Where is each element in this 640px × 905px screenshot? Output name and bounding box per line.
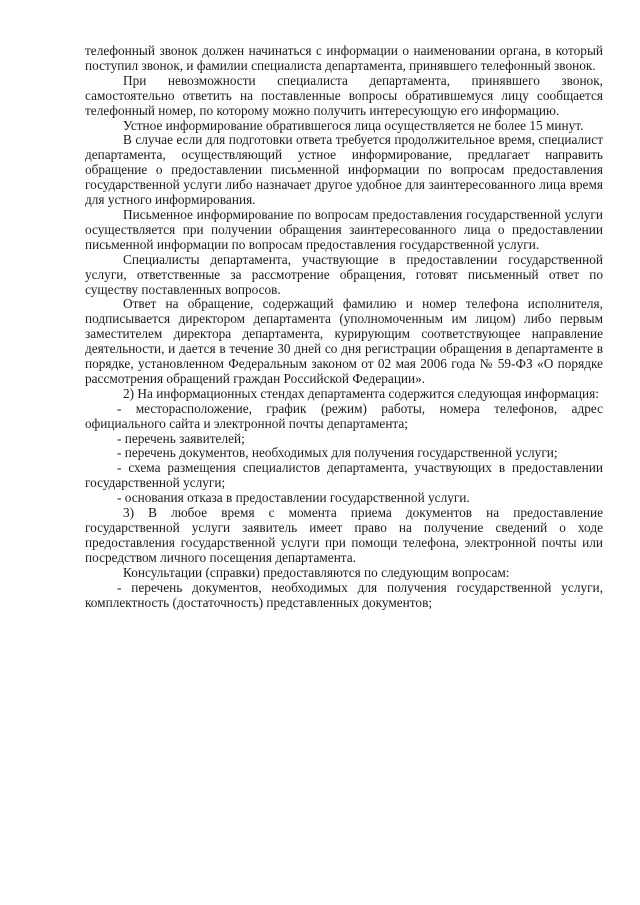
paragraph-answer-signing: Ответ на обращение, содержащий фамилию и номер телефона исполнителя, подписывается директором департамента (уполномоченным им лицом) либо первым заместителем директора департамента, курирующим соответствующее направление деятельности, и дается в течение 30 дней со дня регистрации обращения в департаменте в порядке, установленном Федеральным законом от 02 мая 2006 года № 59-ФЗ «О порядке рассмотрения обращений граждан Российской Федерации». [85,296,603,386]
paragraph-progress-info: 3) В любое время с момента приема документов на предоставление государственной услуги заявитель имеет право на получение сведений о ходе предоставления государственной услуги при помощи телефона, электронной почты или посредством личного посещения департамента. [85,505,603,565]
paragraph-consultations: Консультации (справки) предоставляются по следующим вопросам: [123,564,510,580]
list-item-refusal-grounds: - основания отказа в предоставлении государственной услуги. [117,490,470,506]
paragraph-info-stands: 2) На информационных стендах департамента содержится следующая информация: [123,385,599,401]
document-body [85,44,603,610]
paragraph-long-preparation: В случае если для подготовки ответа требуется продолжительное время, специалист департамента, осуществляющий устное информирование, предлагает направить обращение о предоставлении письменной информации по вопросам предоставления государственной услуги либо назначает другое удобное для заинтересованного лица время для устного информирования. [85,132,603,208]
list-item-required-documents: - перечень документов, необходимых для получения государственной услуги; [117,445,558,461]
list-item-specialists-layout: - схема размещения специалистов департамента, участвующих в предоставлении государственной услуги; [85,460,603,491]
paragraph-written-informing: Письменное информирование по вопросам предоставления государственной услуги осуществляется при получении обращения заинтересованного лица о предоставлении письменной информации по вопросам предоставления государственной услуги. [85,206,603,252]
list-item-location-schedule: - месторасположение, график (режим) работы, номера телефонов, адрес официального сайта и электронной почты департамента; [85,400,603,431]
paragraph-phone-call-start: телефонный звонок должен начинаться с информации о наименовании органа, в который поступил звонок, и фамилии специалиста департамента, принявшего телефонный звонок. [85,43,603,73]
paragraph-oral-duration: Устное информирование обратившегося лица осуществляется не более 15 минут. [123,117,584,133]
paragraph-unable-to-answer: При невозможности специалиста департамента, принявшего звонок, самостоятельно ответить на поставленные вопросы обратившемуся лицу сообщается телефонный номер, по которому можно получить интересующую его информацию. [85,72,603,118]
list-item-applicants: - перечень заявителей; [117,430,245,446]
list-item-documents-completeness: - перечень документов, необходимых для получения государственной услуги, комплектность (достаточность) представленных документов; [85,579,603,610]
paragraph-specialists-answer: Специалисты департамента, участвующие в предоставлении государственной услуги, ответственные за рассмотрение обращения, готовят письменный ответ по существу поставленных вопросов. [85,251,603,297]
